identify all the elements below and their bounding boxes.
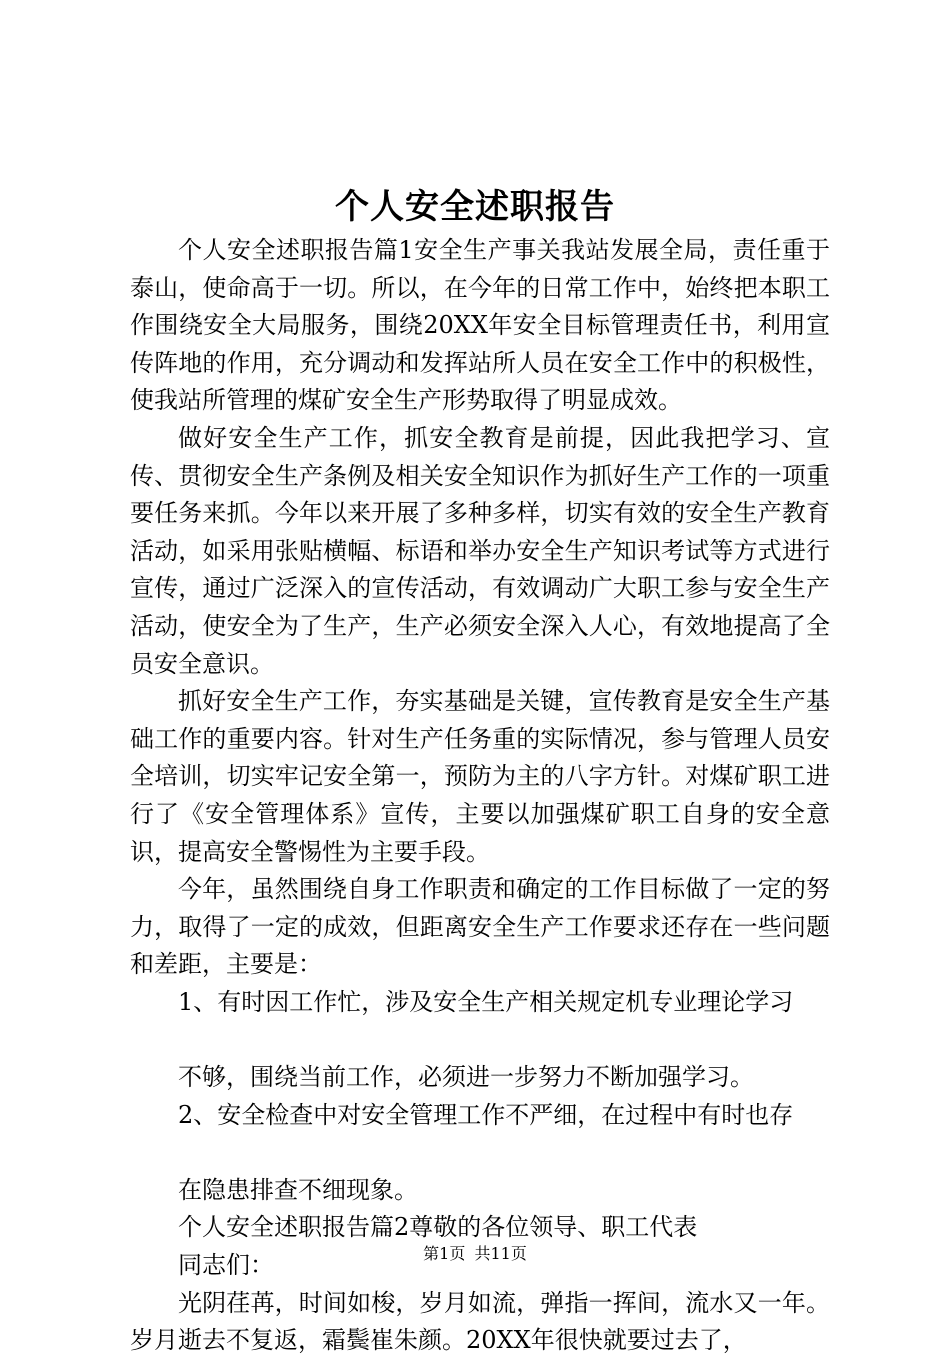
paragraph-2: 做好安全生产工作，抓安全教育是前提，因此我把学习、宣传、贯彻安全生产条例及相关安全知识作为抓好生产工作的一项重要任务来抓。今年以来开展了多种多样，切实有效的安全生产教育活动，如采用张贴横幅、标语和举办安全生产知识考试等方式进行宣传，通过广泛深入的宣传活动，有效调动广大职工参与安全生产活动，使安全为了生产，生产必须安全深入人心，有效地提高了全员安全意识。 <box>130 423 830 678</box>
list-item-1-line1: 1、有时因工作忙，涉及安全生产相关规定机专业理论学习 <box>178 987 794 1016</box>
salutation: 同志们： <box>178 1251 274 1280</box>
list-item-2-line1: 2、安全检查中对安全管理工作不严细，在过程中有时也存 <box>178 1100 794 1129</box>
page-footer <box>0 1243 950 1265</box>
list-item-2-line2: 在隐患排查不细现象。 <box>178 1175 418 1204</box>
list-item-1 <box>130 984 830 1097</box>
document-body <box>130 232 830 1360</box>
list-item-1-line2: 不够，围绕当前工作，必须进一步努力不断加强学习。 <box>178 1063 754 1092</box>
paragraph-3: 抓好安全生产工作，夯实基础是关键，宣传教育是安全生产基础工作的重要内容。针对生产任务重的实际情况，参与管理人员安全培训，切实牢记安全第一，预防为主的八字方针。对煤矿职工进行了《安全管理体系》宣传，主要以加强煤矿职工自身的安全意识，提高安全警惕性为主要手段。 <box>130 687 830 866</box>
page-total: 共11页 <box>474 1244 527 1263</box>
paragraph-4: 今年，虽然围绕自身工作职责和确定的工作目标做了一定的努力，取得了一定的成效，但距离安全生产工作要求还存在一些问题和差距，主要是： <box>130 875 830 979</box>
paragraph-1: 个人安全述职报告篇1安全生产事关我站发展全局，责任重于泰山，使命高于一切。所以，在今年的日常工作中，始终把本职工作围绕安全大局服务，围绕20XX年安全目标管理责任书，利用宣传阵地的作用，充分调动和发挥站所人员在安全工作中的积极性，使我站所管理的煤矿安全生产形势取得了明显成效。 <box>130 236 830 415</box>
closing-paragraph: 光阴荏苒，时间如梭，岁月如流，弹指一挥间，流水又一年。岁月逝去不复返，霜鬓崔朱颜。20XX年很快就要过去了， <box>130 1288 830 1355</box>
section2-heading: 个人安全述职报告篇2尊敬的各位领导、职工代表 <box>178 1213 698 1242</box>
list-item-2 <box>130 1097 830 1210</box>
document-title: 个人安全述职报告 <box>335 187 615 227</box>
page-number: 第1页 <box>423 1244 466 1263</box>
